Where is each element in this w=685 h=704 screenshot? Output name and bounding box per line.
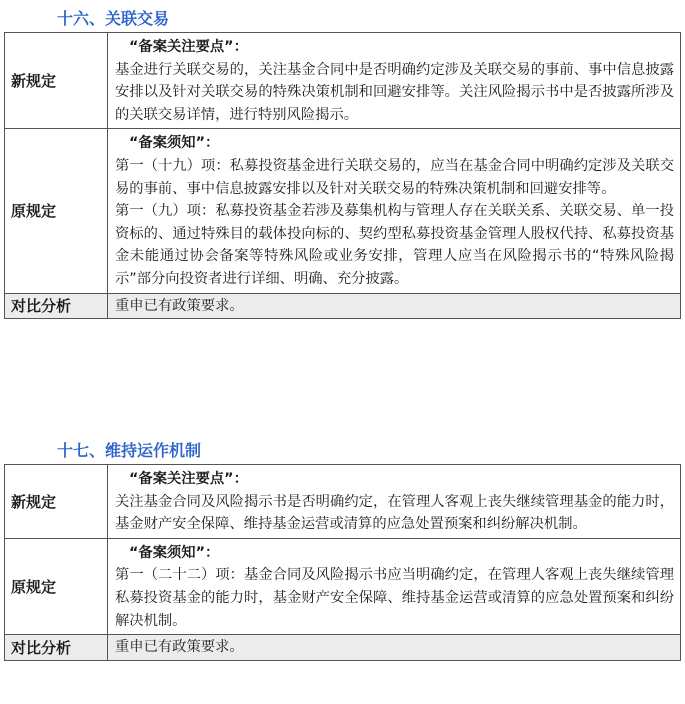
row-label-new: 新规定 [5, 465, 108, 539]
row-content-new [108, 465, 681, 539]
section-16-table [4, 32, 681, 319]
row-content-analysis: 重申已有政策要求。 [108, 635, 681, 661]
content-heading: “备案须知”： [129, 544, 220, 561]
section-17-title: 十七、维持运作机制 [57, 441, 202, 460]
content-paragraph: 第一（十九）项：私募投资基金进行关联交易的，应当在基金合同中明确约定涉及关联交易的事前、事中信息披露安排以及针对关联交易的特殊决策机制和回避安排等。 [115, 157, 674, 197]
row-label-old: 原规定 [5, 129, 108, 293]
table-row [5, 293, 681, 319]
table-row [5, 635, 681, 661]
row-content-analysis: 重申已有政策要求。 [108, 293, 681, 319]
content-heading: “备案须知”： [129, 135, 220, 152]
row-content-old [108, 129, 681, 293]
row-label-old: 原规定 [5, 538, 108, 634]
row-label-analysis: 对比分析 [5, 635, 108, 661]
content-heading: “备案关注要点”： [129, 471, 248, 487]
row-label-analysis: 对比分析 [5, 293, 108, 319]
row-content-old [108, 538, 681, 634]
section-16-title: 十六、关联交易 [57, 9, 170, 28]
row-content-new [108, 33, 681, 129]
content-paragraph: 关注基金合同及风险揭示书是否明确约定，在管理人客观上丧失继续管理基金的能力时，基金财产安全保障、维持基金运营或清算的应急处置预案和纠纷解决机制。 [115, 493, 674, 533]
content-paragraph: 基金进行关联交易的，关注基金合同中是否明确约定涉及关联交易的事前、事中信息披露安排以及针对关联交易的特殊决策机制和回避安排等。关注风险揭示书中是否披露所涉及的关联交易详情，进行特别风险揭示。 [115, 61, 674, 123]
table-row [5, 33, 681, 129]
table-row [5, 129, 681, 293]
table-row [5, 538, 681, 634]
content-heading: “备案关注要点”： [129, 39, 248, 55]
table-row [5, 465, 681, 539]
row-label-new: 新规定 [5, 33, 108, 129]
section-17-table [4, 464, 681, 661]
content-paragraph: 第一（九）项：私募投资基金若涉及募集机构与管理人存在关联关系、关联交易、单一投资标的、通过特殊目的载体投向标的、契约型私募投资基金管理人股权代持、私募投资基金未能通过协会备案等特殊风险或业务安排，管理人应当在风险揭示书的“特殊风险揭示”部分向投资者进行详细、明确、充分披露。 [115, 203, 674, 287]
content-paragraph: 第一（二十二）项：基金合同及风险揭示书应当明确约定，在管理人客观上丧失继续管理私募投资基金的能力时，基金财产安全保障、维持基金运营或清算的应急处置预案和纠纷解决机制。 [115, 567, 674, 629]
